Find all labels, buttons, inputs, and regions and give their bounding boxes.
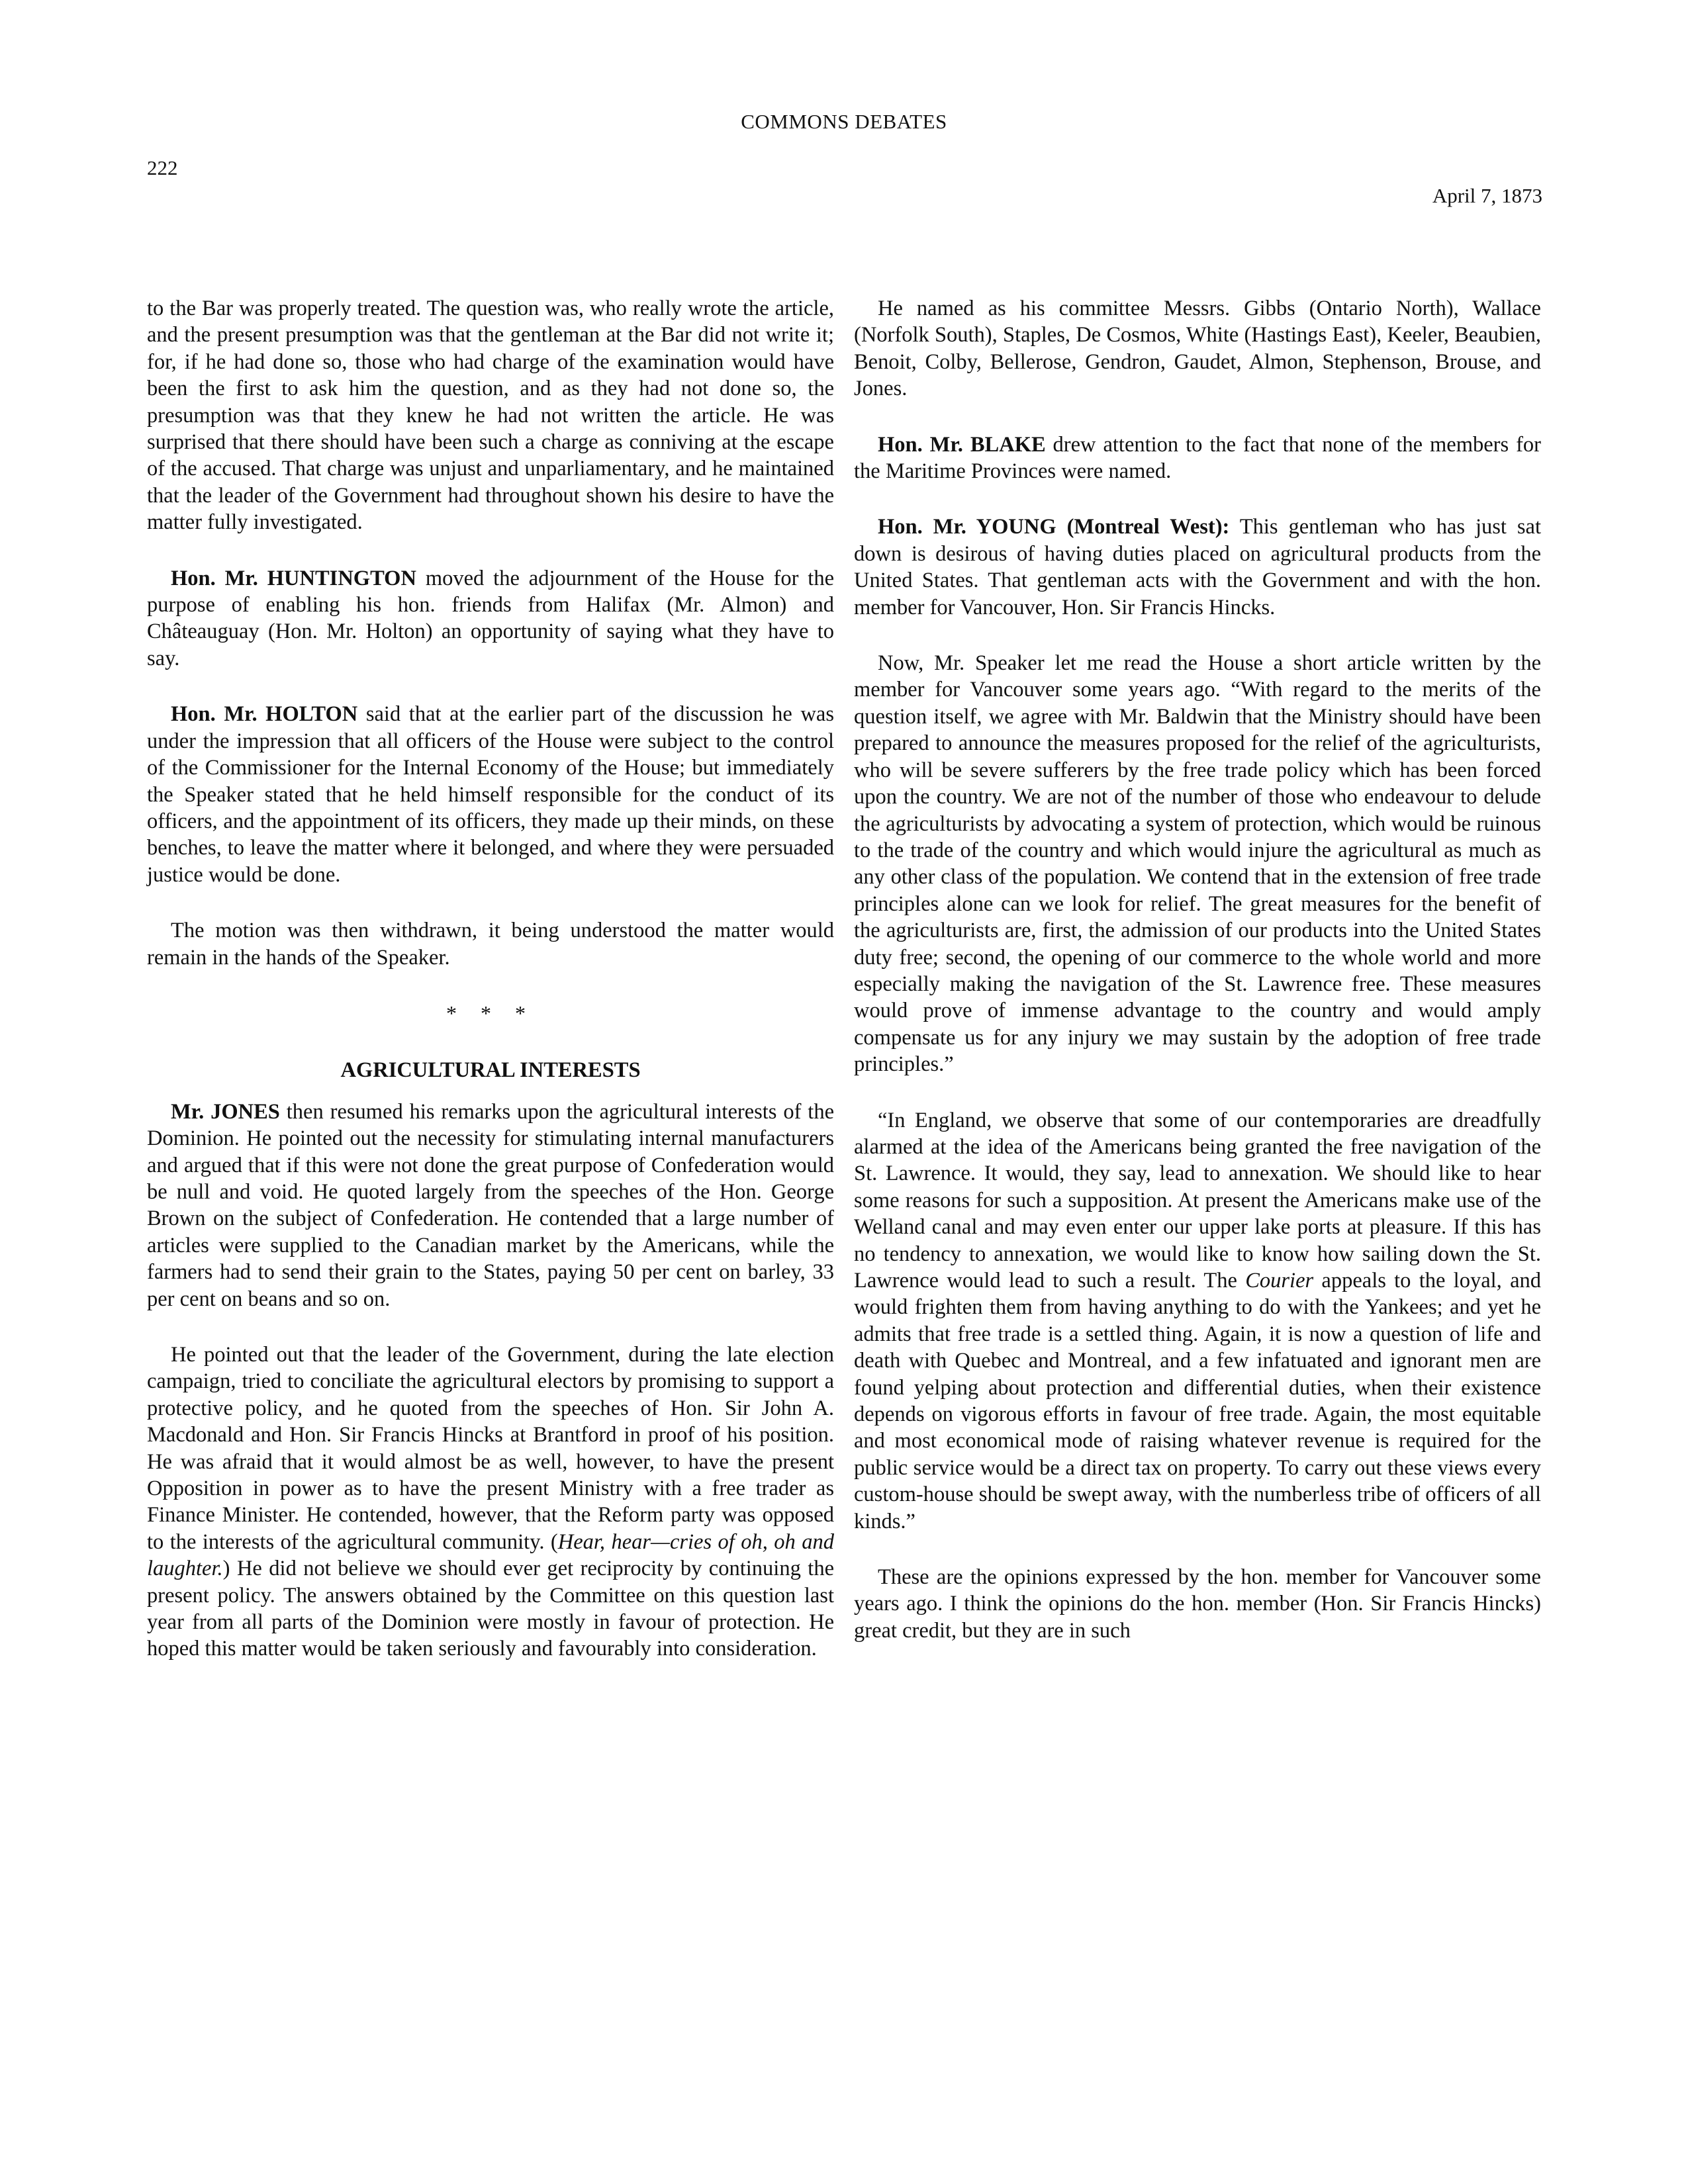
paragraph — [854, 1107, 1541, 1535]
paragraph — [854, 514, 1541, 621]
speaker-name: Mr. JONES — [171, 1099, 280, 1124]
paragraph — [854, 432, 1541, 485]
speaker-name: Hon. Mr. HUNTINGTON — [171, 566, 416, 590]
paragraph-text: ) He did not believe we should ever get reciprocity by continuing the present policy. The answers obtained by the Committee on this question last year from all parts of the Dominion were mostly in favour of protection. He hoped this matter would be taken seriously and favourably into consideration. — [147, 1557, 834, 1661]
paragraph: He named as his committee Messrs. Gibbs (Ontario North), Wallace (Norfolk South), Staples, De Cosmos, White (Hastings East), Keeler, Beaubien, Benoit, Colby, Bellerose, Gendron, Gaudet, Almon, Stephenson, Brouse, and Jones. — [854, 296, 1541, 401]
paragraph-text: This gentleman who has just sat down is desirous of having duties placed on agricultural products from the United States. That gentleman acts with the Government and with the hon. member for Vancouver, Hon. Sir Francis Hincks. — [854, 515, 1541, 619]
speaker-name: Hon. Mr. BLAKE — [878, 432, 1046, 457]
paragraph-text: then resumed his remarks upon the agricultural interests of the Dominion. He pointed out the necessity for stimulating internal manufacturers and argued that if this were not done the great purpose of Confederation would be null and void. He quoted largely from the speeches of the Hon. George Brown on the subject of Confederation. He contended that a large number of articles were supplied to the Canadian market by the Americans, while the farmers had to send their grain to the States, paying 50 per cent on barley, 33 per cent on beans and so on. — [147, 1099, 835, 1311]
italic-newspaper-title: Courier — [1245, 1269, 1314, 1293]
paragraph — [147, 1099, 834, 1312]
speaker-name: Hon. Mr. YOUNG (Montreal West): — [878, 515, 1230, 539]
page-number: 222 — [147, 156, 178, 179]
section-heading: AGRICULTURAL INTERESTS — [340, 1058, 641, 1083]
paragraph-text: appeals to the loyal, and would frighten them from having anything to do with the Yankees; and yet he admits that free trade is a settled thing. Again, it is now a question of life and death with Quebec and Montreal, and a few infatuated and ignorant men are found yelping about protection and differential duties, when their existence depends on vigorous efforts in favour of free trade. Again, the most equitable and most economical mode of raising whatever revenue is required for the public service would be a direct tax on property. To carry out these views every custom-house should be swept away, with the numberless tribe of officers of all kinds.” — [854, 1269, 1541, 1533]
paragraph — [147, 701, 834, 888]
paragraph: These are the opinions expressed by the hon. member for Vancouver some years ago. I think the opinions do the hon. member (Hon. Sir Francis Hincks) great credit, but they are in such — [854, 1565, 1541, 1643]
paragraph: to the Bar was properly treated. The question was, who really wrote the article, and the present presumption was that the gentleman at the Bar did not write it; for, if he had done so, those who had charge of the examination would have been the first to ask him the question, and as they had not done so, the presumption was that they knew he had not written the article. He was surprised that there should have been such a charge as conniving at the escape of the accused. That charge was unjust and unparliamentary, and he maintained that the leader of the Government had throughout shown his desire to have the matter fully investigated. — [147, 296, 834, 535]
paragraph-text: He pointed out that the leader of the Government, during the late election campaign, tried to conciliate the agricultural electors by promising to support a protective policy, and he quoted from the speeches of Hon. Sir John A. Macdonald and Hon. Sir Francis Hincks at Brantford in proof of his position. He was afraid that it would almost be as well, however, to have the present Opposition in power as to have the present Ministry with a free trader as Finance Minister. He contended, however, that the Reform party was opposed to the interests of the agricultural community. ( — [147, 1343, 834, 1554]
italic-interjection: Hear, hear—cries of oh, oh and laughter. — [147, 1529, 834, 1581]
paragraph — [147, 1342, 834, 1662]
running-head: COMMONS DEBATES — [741, 110, 947, 133]
paragraph-text: “In England, we observe that some of our contemporaries are dreadfully alarmed at the idea of the Americans being granted the free navigation of the St. Lawrence. It would, they say, lead to annexation. We should like to hear some reasons for such a supposition. At present the Americans make use of the Welland canal and may even enter our upper lake ports at pleasure. If this has no tendency to annexation, we would like to know how sailing down the St. Lawrence would lead to such a result. The — [854, 1108, 1541, 1293]
left-column — [147, 295, 834, 1692]
speaker-name: Hon. Mr. HOLTON — [171, 702, 358, 727]
section-divider: * * * — [446, 1001, 535, 1025]
right-column — [854, 295, 1541, 1673]
paragraph: Now, Mr. Speaker let me read the House a short article written by the member for Vancouver some years ago. “With regard to the merits of the question itself, we agree with Mr. Baldwin that the Ministry should have been prepared to announce the measures proposed for the relief of the agriculturists, who will be severe sufferers by the free trade policy which has been forced upon the country. We are not of the number of those who endeavour to delude the agriculturists by advocating a system of protection, which would be ruinous to the trade of the country and which would injure the agricultural as much as any other class of the population. We contend that in the extension of free trade principles alone can we look for relief. The great measures for the benefit of the agriculturists are, first, the admission of our products into the United States duty free; second, the opening of our commerce to the whole world and more especially making the navigation of the St. Lawrence free. These measures would prove of immense advantage to the country and would amply compensate us for any injury we may sustain by the adoption of free trade principles.” — [854, 651, 1541, 1077]
paragraph-text: moved the adjournment of the House for the purpose of enabling his hon. friends from Halifax (Mr. Almon) and Châteauguay (Hon. Mr. Holton) an opportunity of saying what they have to say. — [147, 566, 835, 670]
paragraph — [147, 565, 834, 672]
paragraph-text: said that at the earlier part of the discussion he was under the impression that all officers of the House were subject to the control of the Commissioner for the Internal Economy of the House; but immediately the Speaker stated that he held himself responsible for the conduct of its officers, and the appointment of its officers, they made up their minds, on these benches, to leave the matter where it belonged, and where they were persuaded justice would be done. — [147, 702, 834, 887]
paragraph-text: drew attention to the fact that none of the members for the Maritime Provinces were named. — [854, 432, 1541, 484]
page-date: April 7, 1873 — [1432, 184, 1542, 207]
paragraph: The motion was then withdrawn, it being understood the matter would remain in the hands of the Speaker. — [147, 919, 834, 970]
